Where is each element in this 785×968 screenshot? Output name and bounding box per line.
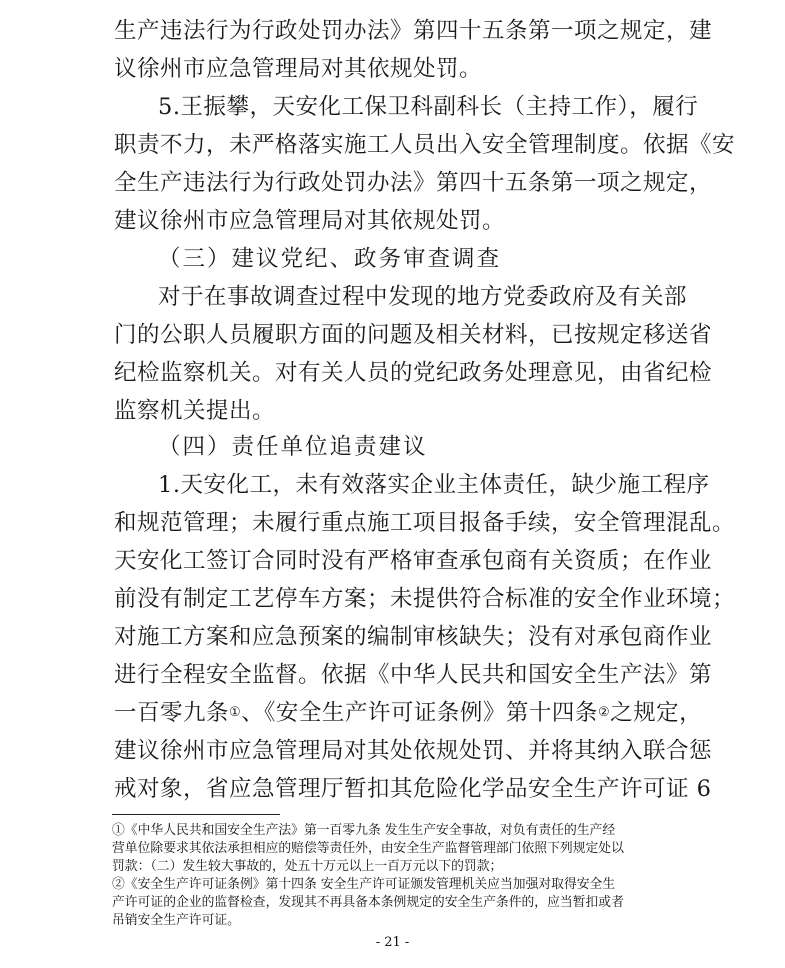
text-line-with-footnote-refs (0, 694, 785, 732)
footnote-ref-1[interactable]: ① (229, 705, 242, 720)
text-line: 门的公职人员履职方面的问题及相关材料，已按规定移送省 (114, 322, 713, 348)
section-heading: （三）建议党纪、政务审查调查 (158, 246, 502, 272)
text-segment: 之规定， (610, 700, 703, 726)
footnote-line: 产许可证的企业的监督检查，发现其不再具备本条例规定的安全生产条件的，应当暂扣或者 (112, 895, 624, 910)
section-heading: （四）责任单位追责建议 (158, 434, 428, 460)
text-line: 纪检监察机关。对有关人员的党纪政务处理意见，由省纪检 (114, 360, 713, 386)
text-line: 全生产违法行为行政处罚办法》第四十五条第一项之规定， (114, 170, 713, 196)
text-line: 对施工方案和应急预案的编制审核缺失；没有对承包商作业 (114, 624, 713, 650)
footnote-line: ①《中华人民共和国安全生产法》第一百零九条 发生生产安全事故，对负有责任的生产经 (112, 823, 616, 838)
page-number: - 21 - (375, 935, 410, 950)
text-line: 1.天安化工，未有效落实企业主体责任，缺少施工程序 (158, 472, 710, 498)
text-line: 天安化工签订合同时没有严格审查承包商有关资质；在作业 (114, 548, 713, 574)
footnote-separator (112, 814, 280, 815)
footnote-line: 营单位除要求其依法承担相应的赔偿等责任外，由安全生产监督管理部门依照下列规定处以 (112, 841, 624, 856)
text-line: 职责不力，未严格落实施工人员出入安全管理制度。依据《安 (114, 132, 736, 158)
text-line: 和规范管理；未履行重点施工项目报备手续，安全管理混乱。 (114, 510, 736, 536)
text-line: 监察机关提出。 (114, 398, 276, 424)
footnote-ref-2[interactable]: ② (597, 705, 611, 720)
footnote-line: 罚款：（二）发生较大事故的，处五十万元以上一百万元以下的罚款； (112, 859, 503, 874)
text-line: 对于在事故调查过程中发现的地方党委政府及有关部 (158, 284, 688, 310)
text-line: 戒对象，省应急管理厅暂扣其危险化学品安全生产许可证 6 (114, 776, 712, 802)
text-line: 建议徐州市应急管理局对其处依规处罚、并将其纳入联合惩 (114, 738, 713, 764)
text-segment: 一百零九条 (114, 700, 230, 726)
text-line: 议徐州市应急管理局对其依规处罚。 (114, 56, 483, 82)
text-line: 进行全程安全监督。依据《中华人民共和国安全生产法》第 (114, 662, 713, 688)
text-line: 前没有制定工艺停车方案；未提供符合标准的安全作业环境； (114, 586, 736, 612)
text-line: 5.王振攀，天安化工保卫科副科长（主持工作），履行 (158, 94, 699, 120)
footnote-line: ②《安全生产许可证条例》第十四条 安全生产许可证颁发管理机关应当加强对取得安全生 (112, 877, 616, 892)
text-line: 建议徐州市应急管理局对其依规处罚。 (114, 208, 506, 234)
footnote-line: 吊销安全生产许可证。 (112, 913, 240, 928)
text-line: 生产违法行为行政处罚办法》第四十五条第一项之规定，建 (114, 18, 713, 44)
text-segment: 、《安全生产许可证条例》第十四条 (241, 700, 598, 726)
